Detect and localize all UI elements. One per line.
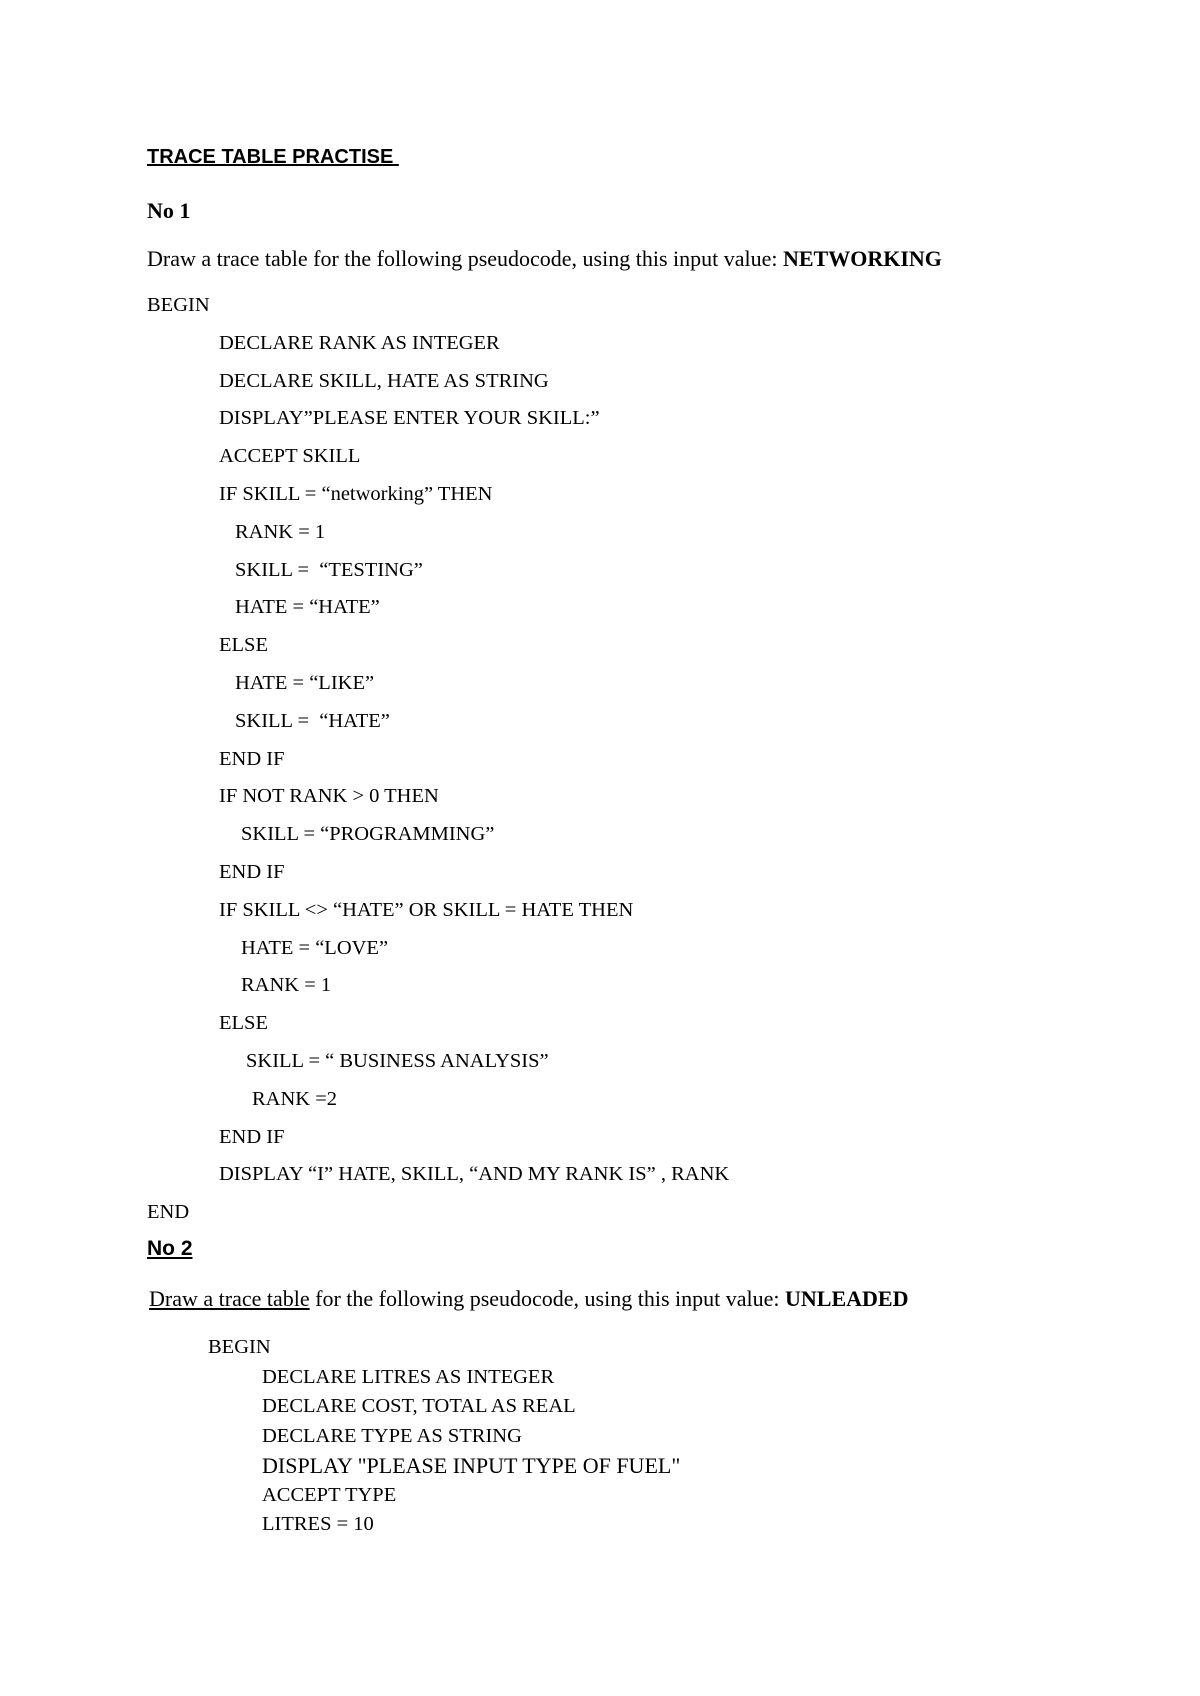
code-line: IF SKILL <> “HATE” OR SKILL = HATE THEN xyxy=(219,898,634,921)
question-2-pseudocode xyxy=(208,1333,680,1540)
code-line: SKILL = “TESTING” xyxy=(235,558,423,581)
code-line: SKILL = “HATE” xyxy=(235,709,390,732)
code-line: HATE = “LOVE” xyxy=(241,936,389,959)
code-line: DISPLAY "PLEASE INPUT TYPE OF FUEL" xyxy=(262,1453,681,1478)
code-line: BEGIN xyxy=(208,1336,271,1358)
code-line: SKILL = “ BUSINESS ANALYSIS” xyxy=(246,1049,549,1072)
question-1-pseudocode xyxy=(147,287,729,1232)
code-line: RANK =2 xyxy=(252,1087,338,1110)
question-2-instruction-text: for the following pseudocode, using this input value: xyxy=(309,1286,785,1311)
code-line: SKILL = “PROGRAMMING” xyxy=(241,823,495,846)
code-line: END IF xyxy=(219,1125,285,1148)
code-line: DISPLAY “I” HATE, SKILL, “AND MY RANK IS” , RANK xyxy=(219,1163,730,1186)
code-line: RANK = 1 xyxy=(241,974,332,997)
code-line: HATE = “HATE” xyxy=(235,596,380,619)
question-1-instruction xyxy=(147,246,942,272)
code-line: END IF xyxy=(219,747,285,770)
code-line: ELSE xyxy=(219,1012,268,1035)
code-line: DECLARE COST, TOTAL AS REAL xyxy=(262,1395,576,1417)
code-line: ELSE xyxy=(219,634,268,657)
code-line: LITRES = 10 xyxy=(262,1513,374,1535)
code-line: END xyxy=(147,1201,190,1224)
question-2-title: No 2 xyxy=(147,1237,193,1260)
code-line: DECLARE RANK AS INTEGER xyxy=(219,331,500,354)
code-line: DECLARE LITRES AS INTEGER xyxy=(262,1365,555,1388)
code-line: IF SKILL = “networking” THEN xyxy=(219,482,493,505)
question-1-title: No 1 xyxy=(147,198,191,223)
code-line: BEGIN xyxy=(147,294,210,316)
code-line: ACCEPT TYPE xyxy=(262,1483,397,1506)
code-line: DECLARE SKILL, HATE AS STRING xyxy=(219,369,549,392)
code-line: ACCEPT SKILL xyxy=(219,445,361,468)
page-title: TRACE TABLE PRACTISE xyxy=(147,146,399,168)
code-line: DISPLAY”PLEASE ENTER YOUR SKILL:” xyxy=(219,407,600,430)
question-1-instruction-text: Draw a trace table for the following pseudocode, using this input value: xyxy=(147,246,783,271)
question-1-input-value: NETWORKING xyxy=(783,246,942,271)
question-2-input-value: UNLEADED xyxy=(785,1286,909,1311)
code-line: DECLARE TYPE AS STRING xyxy=(262,1424,522,1447)
question-2-instruction-underlined: Draw a trace table xyxy=(149,1286,310,1311)
code-line: END IF xyxy=(219,860,285,883)
code-line: IF NOT RANK > 0 THEN xyxy=(219,785,439,808)
code-line: RANK = 1 xyxy=(235,520,326,543)
question-2-instruction xyxy=(149,1286,908,1312)
code-line: HATE = “LIKE” xyxy=(235,671,375,694)
